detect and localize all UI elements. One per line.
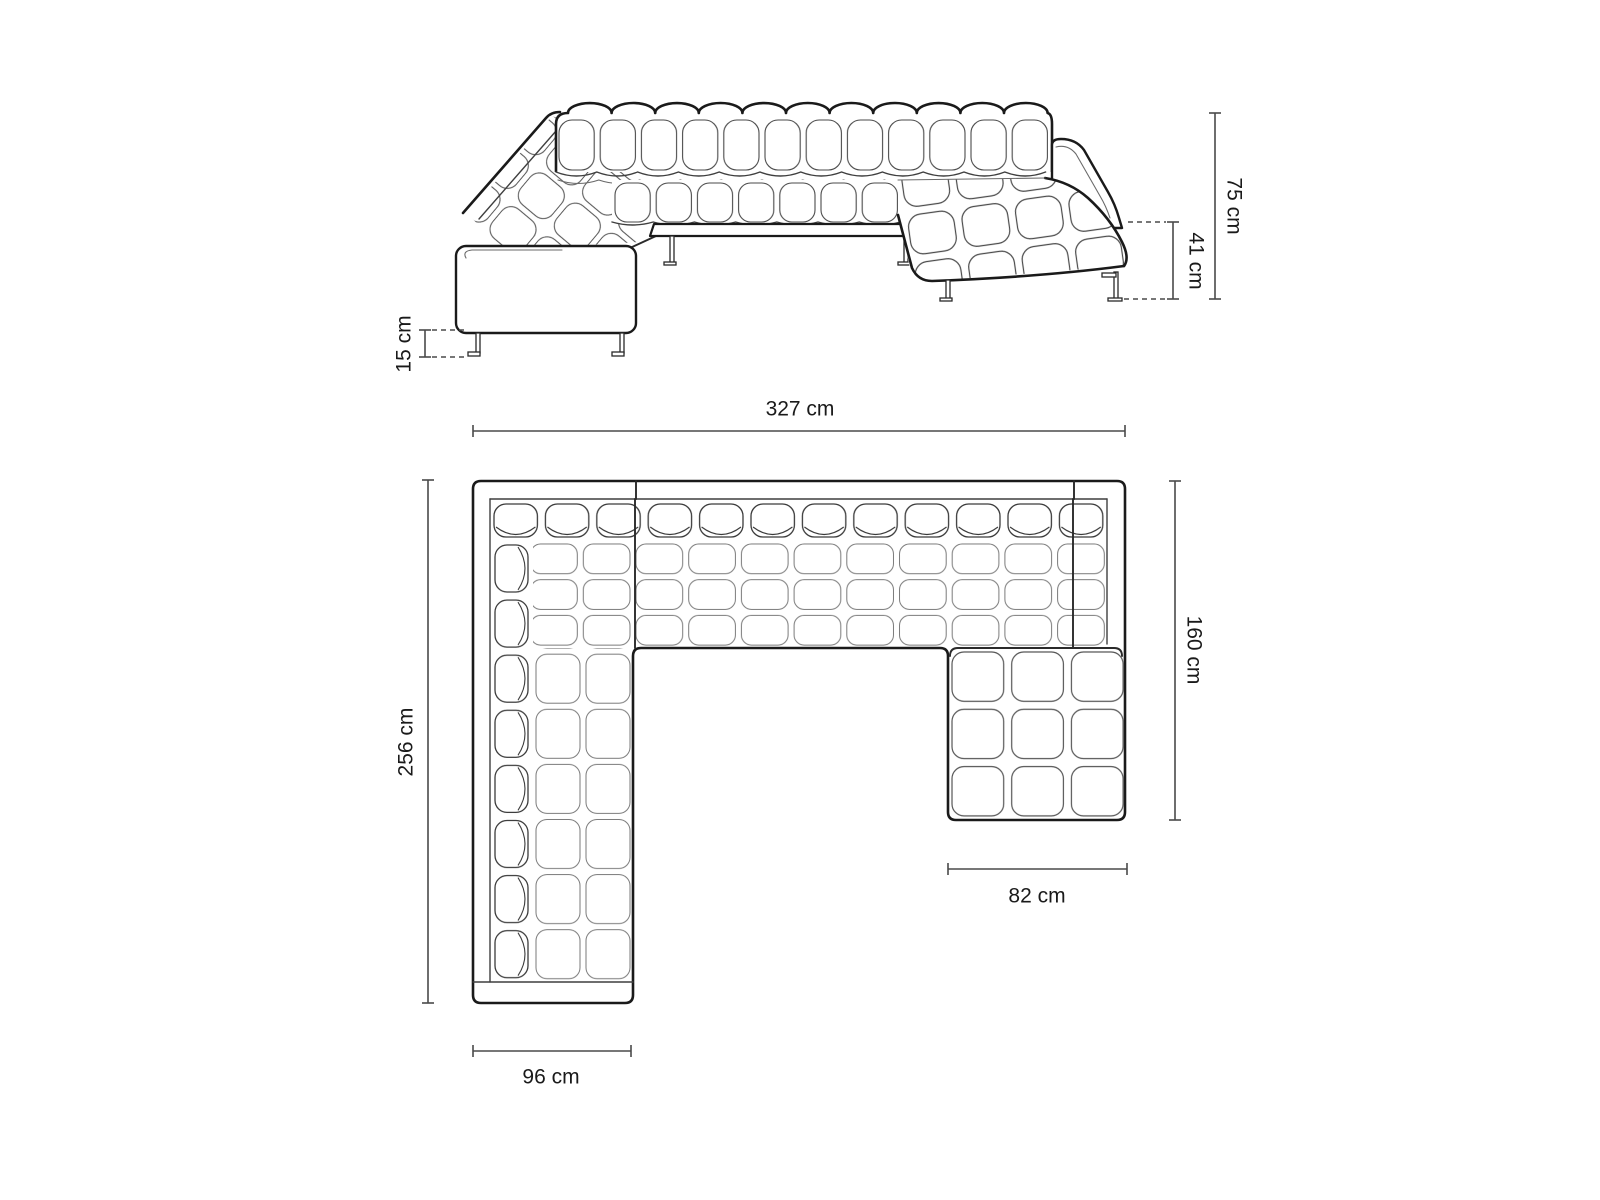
dim-label-depth-left: 256 cm xyxy=(394,707,418,777)
plan-top-seat-grid xyxy=(533,541,1107,648)
dim-line-leg-height xyxy=(419,330,468,357)
dim-line-depth-right xyxy=(1169,481,1181,820)
dim-label-height: 75 cm xyxy=(1222,177,1246,235)
dim-line-depth-left xyxy=(422,480,434,1003)
middle-leg xyxy=(670,236,674,264)
front-leg xyxy=(476,333,480,353)
plan-back-cushion-row xyxy=(490,499,1107,541)
dim-label-chaise-width: 82 cm xyxy=(1008,884,1066,908)
front-elevation-view xyxy=(456,103,1127,356)
sofa-left-legs xyxy=(468,333,624,356)
plan-chaise-grid xyxy=(948,648,1127,820)
back-tufting xyxy=(556,116,1048,174)
dim-label-seat-height: 41 cm xyxy=(1184,232,1208,290)
plan-left-seat-grid xyxy=(533,648,633,982)
sofa-left-arm-front xyxy=(456,246,636,333)
dim-line-arm-width xyxy=(473,1045,631,1057)
sofa-middle-legs xyxy=(664,236,910,265)
front-leg xyxy=(620,333,624,353)
plan-view xyxy=(473,481,1127,1003)
sofa-seat-cushions xyxy=(612,180,920,225)
dim-label-leg-height: 15 cm xyxy=(392,315,416,373)
sofa-back-section xyxy=(556,103,1052,184)
dim-line-chaise-width xyxy=(948,863,1127,875)
chaise-leg xyxy=(946,280,950,300)
plan-left-cushion-column xyxy=(490,541,533,982)
sofa-base-platform xyxy=(650,224,927,236)
dim-line-height xyxy=(1209,113,1221,299)
dim-line-seat-height xyxy=(1124,222,1179,299)
dim-label-arm-width: 96 cm xyxy=(522,1065,580,1089)
dim-line-width xyxy=(473,425,1125,437)
dim-label-depth-right: 160 cm xyxy=(1182,615,1206,685)
dim-label-width: 327 cm xyxy=(765,397,835,421)
